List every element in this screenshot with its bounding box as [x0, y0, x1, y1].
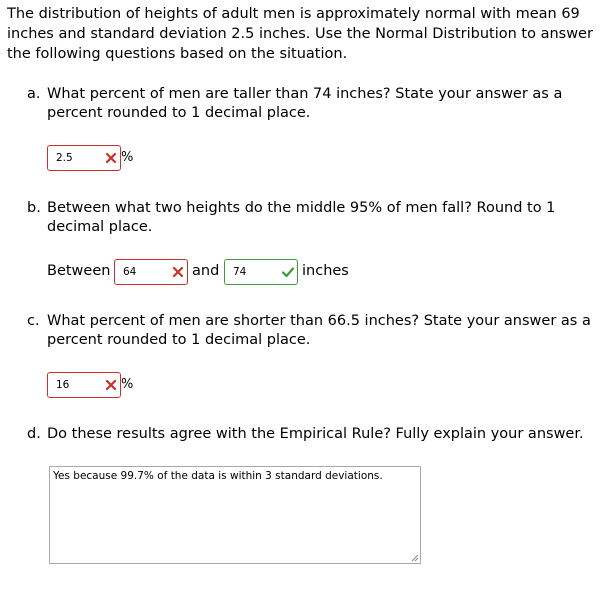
question-c-text: What percent of men are shorter than 66.5 inches? State your answer as a percent rounded to 1 decimal place. — [47, 313, 591, 348]
question-b-suffix: inches — [302, 263, 349, 279]
incorrect-x-icon — [104, 378, 118, 392]
question-d-answer-value: Yes because 99.7% of the data is within 3 standard deviations. — [53, 470, 383, 482]
question-b-lower-input[interactable] — [114, 259, 188, 285]
question-a-percent-suffix: % — [121, 150, 134, 165]
question-b-lower-value: 64 — [123, 266, 137, 278]
incorrect-x-icon — [104, 151, 118, 165]
question-c-answer-input[interactable] — [47, 372, 121, 398]
question-a-label: a. — [27, 86, 41, 102]
question-c-label: c. — [27, 313, 40, 329]
question-a-text: What percent of men are taller than 74 inches? State your answer as a percent rounded to 1 decimal place. — [47, 86, 563, 121]
question-b-text: Between what two heights do the middle 95% of men fall? Round to 1 decimal place. — [47, 200, 556, 235]
question-b-joiner: and — [192, 263, 220, 279]
question-d-label: d. — [27, 426, 41, 442]
question-d-answer-textarea[interactable] — [49, 466, 421, 564]
question-a-answer-input[interactable] — [47, 145, 121, 171]
question-c-answer-value: 16 — [56, 379, 70, 391]
question-c-percent-suffix: % — [121, 377, 134, 392]
question-b-label: b. — [27, 200, 41, 216]
correct-check-icon — [281, 265, 295, 279]
question-b-upper-input[interactable] — [224, 259, 298, 285]
question-b-prefix: Between — [47, 263, 111, 279]
resize-grip-icon[interactable] — [410, 553, 419, 562]
question-d-text: Do these results agree with the Empirical Rule? Fully explain your answer. — [47, 426, 584, 442]
question-b-upper-value: 74 — [233, 266, 247, 278]
problem-intro: The distribution of heights of adult men is approximately normal with mean 69 inches and standard deviation 2.5 inches. Use the Normal Distribution to answer the following questions based on the situation. — [7, 6, 593, 62]
incorrect-x-icon — [171, 265, 185, 279]
question-a-answer-value: 2.5 — [56, 152, 73, 164]
